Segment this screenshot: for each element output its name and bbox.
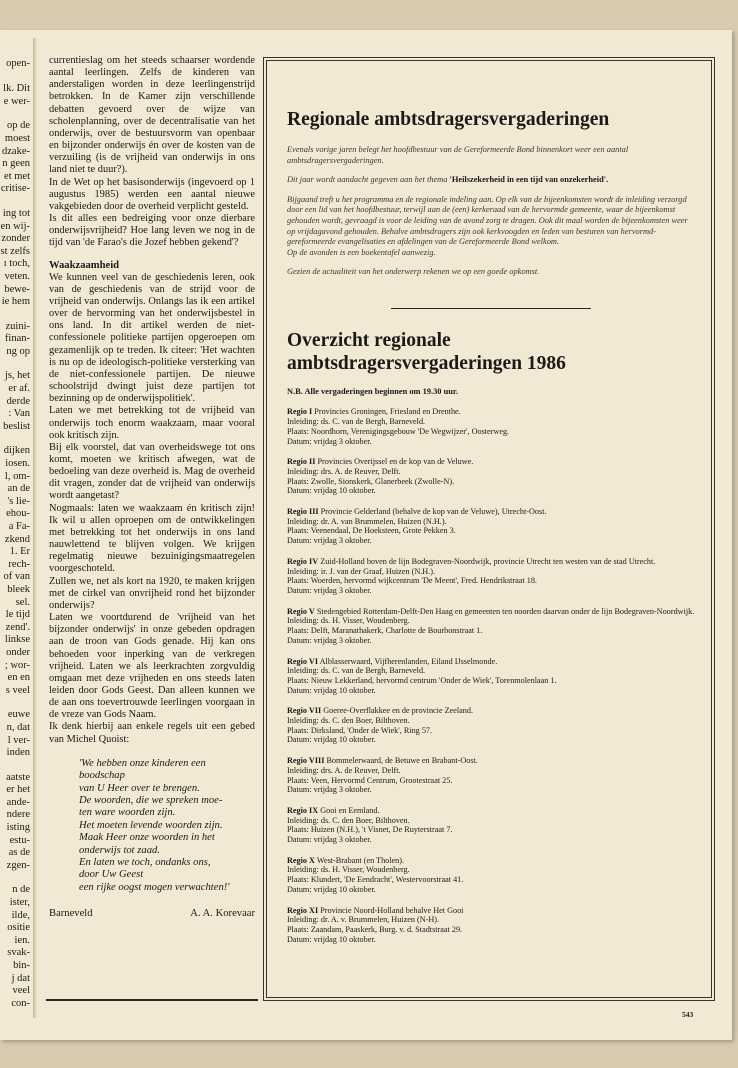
paragraph-gap (0, 433, 30, 445)
text-fragment: ı toch, (3, 258, 30, 270)
regio-plaats: Plaats: Zaandam, Paaskerk, Burg. v. d. Stadtstraat 29. (287, 924, 463, 934)
text-fragment: zkend (4, 533, 30, 545)
text-fragment: sel. (15, 596, 30, 608)
regio-name: Regio III (287, 507, 319, 517)
article-paragraph: In de Wet op het basisonderwijs (ingevoerd op 1 augustus 1985) werden een aantal nieuwe vakgebieden door de overheid verplicht gesteld. (49, 176, 255, 212)
text-fragment: ing tot (2, 207, 30, 219)
article-paragraph: Laten we met betrekking tot de vrijheid van onderwijs toch enorm waakzaam, maar vooral ook kritisch zijn. (49, 405, 255, 441)
article-paragraph: currentieslag om het steeds schaarser wordende aantal leerlingen. Zelfs de kinderen van anderstaligen worden in deze leerlingenstrijd betrokken. In de Kamer zijn verschillende debatten gevoerd over de wijze van scholenplanning, over de decentralisatie van het onderwijs, over de bestuursvorm van openbaar en bijzonder onderwijs én over de kosten van de verzuiling (is de vrijheid van onderwijs in ons land niet te duur?). (49, 55, 255, 176)
overview-title (287, 329, 695, 375)
section-heading: Waakzaamheid (49, 259, 120, 271)
text-fragment: bewe- (4, 283, 30, 295)
page-gutter (33, 38, 37, 1018)
regio-inleiding: Inleiding: ds. C. den Boer, Bilthoven. (287, 815, 410, 825)
regio-datum: Datum: vrijdag 10 oktober. (287, 685, 376, 695)
text-fragment: ister, (9, 897, 30, 909)
text-fragment: en en (7, 672, 30, 684)
regio-plaats: Plaats: Veenendaal, De Hoeksteen, Grote Pekken 3. (287, 526, 456, 536)
article-paragraph: Ik denk hierbij aan enkele regels uit een gebed van Michel Quoist: (49, 721, 255, 745)
regio-name: Regio VII (287, 706, 322, 716)
regio-area: Provincies Overijssel en de kop van de Veluwe. (317, 457, 474, 467)
paragraph-gap (0, 108, 30, 120)
regio-plaats: Plaats: Klundert, 'De Eendracht', Westervoorstraat 41. (287, 875, 464, 885)
text-fragment: 's lie- (7, 495, 30, 507)
regio-name: Regio IV (287, 556, 319, 566)
regio-name: Regio V (287, 606, 315, 616)
regio-entry (287, 706, 695, 745)
regio-area: Stedengebied Rotterdam-Delft-Den Haag en gemeenten ten noorden daarvan onder de lijn Bodegraven-Noordwijk. (316, 606, 695, 616)
text-fragment: derde (6, 395, 30, 407)
announcement-box (266, 60, 712, 998)
regio-inleiding: Inleiding: dr. A. van Brummelen, Huizen (N.H.). (287, 516, 447, 526)
regio-inleiding: Inleiding: drs. A. de Reuver, Delft. (287, 466, 401, 476)
regio-inleiding: Inleiding: dr. A. v. Brummelen, Huizen (N-H). (287, 915, 440, 925)
text-fragment: svak- (7, 947, 30, 959)
regio-inleiding: Inleiding: drs. A. de Reuver, Delft. (287, 765, 401, 775)
text-fragment: j dat (11, 972, 30, 984)
text-fragment: et met (4, 170, 30, 182)
regio-plaats: Plaats: Dirksland, 'Onder de Wiek', Ring 57. (287, 725, 433, 735)
regio-inleiding: Inleiding: ds. C. den Boer, Bilthoven. (287, 716, 410, 726)
text-fragment: : Van (8, 408, 30, 420)
article-paragraph: Laten we voortdurend de 'vrijheid van het bijzonder onderwijs' in onze gebeden opdragen aan de troon van Gods genade. Hij kan ons behoeden voor inperking van de verkregen vrijheid. Laten we als leerkrachten zorgvuldig omgaan met deze vrijheden en ons steeds laten leiden door Gods Geest. Dan alleen kunnen we de aan ons toevertrouwde leerlingen voorgaan in de vreze van Gods Naam. (49, 612, 255, 721)
regio-plaats: Plaats: Woerden, hervormd wijkcentrum 'De Meent', Fred. Hendrikstraat 18. (287, 576, 537, 586)
text-fragment: ehou- (6, 508, 30, 520)
regio-entry (287, 457, 695, 496)
regio-title (287, 557, 695, 567)
text-fragment: aatste (6, 771, 30, 783)
article-paragraph: Zullen we, net als kort na 1920, te maken krijgen met de cirkel van onvrijheid rond het bijzonder onderwijs? (49, 575, 255, 611)
regio-datum: Datum: vrijdag 10 oktober. (287, 884, 376, 894)
regio-area: Provincie Gelderland (behalve de kop van de Veluwe), Utrecht-Oost. (320, 507, 547, 517)
paragraph-gap (0, 358, 30, 370)
regio-name: Regio II (287, 457, 316, 467)
intro-paragraph (287, 195, 695, 259)
regio-name: Regio XI (287, 905, 319, 915)
box-intro (287, 145, 695, 278)
overview-title-line: ambtsdragersvergaderingen 1986 (287, 353, 566, 375)
text-fragment: l, om- (4, 470, 30, 482)
paragraph-gap (0, 309, 30, 321)
text-fragment: n geen (2, 158, 30, 170)
poem-line: een rijke oogst mogen verwachten!' (79, 881, 230, 893)
text-fragment: euwe (7, 709, 30, 721)
signoff-place: Barneveld (49, 908, 93, 920)
regio-plaats: Plaats: Nieuw Lekkerland, hervormd centrum 'Onder de Wiek', Torenmolenlaan 1. (287, 675, 557, 685)
regio-datum: Datum: vrijdag 3 oktober. (287, 635, 372, 645)
regio-title (287, 457, 695, 467)
text-fragment: bin- (13, 960, 30, 971)
text-fragment: onder (6, 646, 30, 658)
intro-booktable-text: Op de avonden is een boekentafel aanwezig. (287, 247, 436, 257)
text-fragment: linkse (4, 634, 30, 646)
text-fragment: dzake- (2, 145, 30, 157)
regio-title (287, 607, 695, 617)
text-fragment: zgen- (6, 859, 30, 871)
regio-title (287, 806, 695, 816)
regio-name: Regio VIII (287, 756, 325, 766)
text-fragment: ositie (7, 922, 30, 934)
regio-plaats: Plaats: Delft, Maranathakerk, Charlotte de Bourbonstraat 1. (287, 626, 483, 636)
box-title: Regionale ambtsdragersvergaderingen (287, 109, 610, 130)
article-column (49, 55, 255, 1005)
text-fragment: open- (6, 58, 30, 69)
paragraph-gap (0, 697, 30, 709)
regio-entry (287, 657, 695, 696)
regio-entry (287, 407, 695, 446)
poem (79, 758, 255, 894)
intro-program-text: Bijgaand treft u het programma en de regionale indeling aan. Op elk van de bijeenkomsten wordt de inleiding verzorgd door een lid van het hoofdbestuur, terwijl aan de (een) kerkeraad van de hervormde gemeente, waar de bijeenkomst gehouden wordt, gevraagd is voor de leiding van de avond zorg te dragen. Ook dit maal worden de bijeenkomsten weer op vrijdagavond gehouden. Behalve ambtsdragers zijn ook kerkvoogden en leden van besturen van hervormd-gereformeerde evangelisaties en afdelingen van de Gereformeerde Bond welkom. (287, 194, 688, 247)
poem-line: boodschap (79, 770, 125, 782)
regio-title (287, 856, 695, 866)
regio-area: West-Brabant (en Tholen). (316, 855, 405, 865)
signoff (49, 908, 255, 920)
intro-paragraph (287, 175, 695, 186)
regio-plaats: Plaats: Noordhorn, Verenigingsgebouw 'De Wegwijzer', Oosterweg. (287, 426, 510, 436)
poem-line: door Uw Geest (79, 869, 144, 881)
intro-paragraph: Evenals vorige jaren belegt het hoofdbestuur van de Gereformeerde Bond binnenkort weer een aantal ambtsdragersvergaderingen. (287, 145, 629, 165)
text-fragment: le tijd (5, 609, 30, 621)
text-fragment: lk. Dit (3, 83, 30, 95)
regio-area: Provincie Noord-Holland behalve Het Gooi (320, 905, 464, 915)
regio-area: Alblasserwaard, Vijfherenlanden, Eiland IJsselmonde. (319, 656, 498, 666)
regio-name: Regio I (287, 407, 313, 417)
text-fragment (0, 71, 30, 84)
regio-datum: Datum: vrijdag 3 oktober. (287, 835, 372, 845)
text-fragment: bleek (7, 583, 30, 595)
text-fragment: en wij- (0, 220, 30, 232)
regio-datum: Datum: vrijdag 10 oktober. (287, 934, 376, 944)
regio-datum: Datum: vrijdag 10 oktober. (287, 486, 376, 496)
text-fragment: ng op (6, 345, 30, 357)
text-fragment: st zelfs (0, 245, 30, 257)
regio-name: Regio IX (287, 805, 319, 815)
regio-list (287, 407, 695, 944)
regio-area: Gooi en Eemland. (320, 805, 380, 815)
poem-line: De woorden, die we spreken moe- (79, 794, 223, 806)
text-fragment: ilde, (11, 909, 30, 921)
text-fragment: op de (6, 120, 30, 132)
regio-name: Regio X (287, 855, 315, 865)
poem-line: van U Heer over te brengen. (79, 782, 200, 794)
regio-inleiding: Inleiding: ds. C. van de Bergh, Barneveld. (287, 666, 426, 676)
regio-entry (287, 756, 695, 795)
regio-title (287, 657, 695, 667)
text-fragment: con- (11, 997, 30, 1009)
text-fragment: zuini- (5, 320, 30, 332)
text-fragment: isting (6, 822, 30, 834)
regio-datum: Datum: vrijdag 10 oktober. (287, 735, 376, 745)
text-fragment: ndere (6, 809, 30, 821)
text-fragment: er af. (8, 383, 30, 395)
text-fragment: ande- (6, 796, 30, 808)
regio-title (287, 906, 695, 916)
regio-title (287, 507, 695, 517)
text-fragment: veten. (4, 270, 30, 282)
regio-entry (287, 906, 695, 945)
regio-area: Bommelerwaard, de Betuwe en Brabant-Oost. (326, 756, 478, 766)
text-fragment: ien. (14, 934, 30, 946)
regio-datum: Datum: vrijdag 3 oktober. (287, 785, 372, 795)
paragraph-gap (0, 872, 30, 884)
text-fragment: beslist (3, 420, 30, 432)
text-fragment: moest (4, 132, 30, 144)
text-fragment: e wer- (3, 95, 30, 107)
text-fragment: rech- (8, 558, 30, 570)
regio-inleiding: Inleiding: ds. C. van de Bergh, Barneveld. (287, 417, 426, 427)
poem-line: ten ware woorden zijn. (79, 807, 176, 819)
regio-datum: Datum: vrijdag 3 oktober. (287, 436, 372, 446)
poem-line: En laten we toch, ondanks ons, (79, 857, 211, 868)
regio-name: Regio VI (287, 656, 319, 666)
text-fragment: ; wor- (4, 659, 30, 671)
article-paragraph: Is dit alles een bedreiging voor onze dierbare onderwijsvrijheid? Hoe lang leven we nog in de tijd van 'de Farao's die Jozef hebben gekend'? (49, 213, 255, 249)
regio-area: Zuid-Holland boven de lijn Bodegraven-Noordwijk, provincie Utrecht ten westen van de stad Utrecht. (320, 556, 656, 566)
intro-paragraph: Gezien de actualiteit van het onderwerp rekenen we op een goede opkomst. (287, 267, 540, 277)
text-fragment: er het (6, 784, 30, 796)
signoff-author: A. A. Korevaar (190, 908, 255, 920)
article-paragraph: Nogmaals: laten we waakzaam én kritisch zijn! Ik wil u allen oproepen om de ontwikkelingen met betrekking tot het onderwijs in ons land nauwlettend te blijven volgen. We krijgen regelmatig nieuwe bezuinigingsmaatregelen voorgeschoteld. (49, 502, 255, 575)
text-fragment: of van (3, 571, 30, 583)
regio-title (287, 706, 695, 716)
regio-plaats: Plaats: Huizen (N.H.), 't Visnet, De Ruyterstraat 7. (287, 825, 453, 835)
text-fragment: critise- (0, 183, 30, 195)
regio-plaats: Plaats: Zwolle, Sionskerk, Glanerbeek (Zwolle-N). (287, 476, 455, 486)
regio-inleiding: Inleiding: ds. H. Visser, Woudenberg. (287, 865, 410, 875)
section-divider (391, 308, 591, 310)
start-time-note: N.B. Alle vergaderingen beginnen om 19.30 uur. (287, 387, 458, 397)
poem-line: 'We hebben onze kinderen een (79, 757, 206, 769)
text-fragment: n de (12, 884, 30, 896)
regio-title (287, 756, 695, 766)
regio-inleiding: Inleiding: ds. H. Visser, Woudenberg. (287, 616, 410, 626)
text-fragment: zend'. (5, 621, 30, 633)
page-number: 543 (682, 1010, 694, 1019)
regio-inleiding: Inleiding: ir. J. van der Graaf, Huizen (N.H.). (287, 566, 436, 576)
text-fragment: estu- (9, 834, 30, 846)
text-fragment: veel (12, 985, 30, 997)
text-fragment: iosen. (5, 458, 30, 470)
text-fragment: inden (6, 747, 30, 759)
article-paragraph: Bij elk voorstel, dat van overheidswege tot ons komt, moeten we kritisch afwegen, wat de bedoeling van deze overheid is. Mag de overheid dit vragen, zonder dat de vrijheid van onderwijs wordt aangetast? (49, 441, 255, 502)
text-fragment: dijken (3, 445, 30, 457)
regio-datum: Datum: vrijdag 3 oktober. (287, 536, 372, 546)
regio-area: Provincies Groningen, Friesland en Drenthe. (314, 407, 461, 417)
article-paragraph: We kunnen veel van de geschiedenis leren, ook van de geschiedenis van de strijd voor de vrijheid van onderwijs. Onlangs las ik een artikel over de hervorming van het onderwijsbestel in ons land. In dit artikel werden de niet-confessionele politieke partijen opgeroepen om gezamenlijk op te treden. Ik citeer: 'Het wachten is nu op de ideologisch-politieke versterking van de niet-confessionele partijen. De nieuwe schoolstrijd dwingt juist deze partijen tot bezinning op de onderwijspolitiek'. (49, 271, 255, 405)
regio-datum: Datum: vrijdag 3 oktober. (287, 585, 372, 595)
text-fragment: finan- (4, 333, 30, 345)
text-fragment: zonder (1, 233, 30, 245)
text-fragment: an de (7, 483, 30, 495)
left-column-fragments (0, 58, 30, 1018)
regio-entry (287, 806, 695, 845)
regio-area: Goeree-Overflakkee en de provincie Zeeland. (323, 706, 474, 716)
paragraph-gap (0, 196, 30, 208)
poem-line: Maak Heer onze woorden in het (79, 832, 215, 844)
text-fragment: 1. Er (9, 546, 30, 558)
poem-line: Het moeten levende woorden zijn. (79, 819, 223, 831)
regio-title (287, 407, 695, 417)
regio-plaats: Plaats: Veen, Hervormd Centrum, Grootestraat 25. (287, 775, 453, 785)
regio-entry (287, 856, 695, 895)
column-end-rule (46, 999, 258, 1001)
intro-theme-lead: Dit jaar wordt aandacht gegeven aan het thema (287, 175, 450, 185)
text-fragment: js, het (4, 370, 30, 382)
paragraph-gap (0, 760, 30, 772)
text-fragment: s veel (5, 684, 30, 696)
intro-theme: 'Heilszekerheid in een tijd van onzekerheid'. (449, 175, 609, 185)
regio-entry (287, 607, 695, 646)
text-fragment: l ver- (7, 734, 30, 746)
text-fragment: n, dat (6, 721, 30, 733)
poem-line: onderwijs tot zaad. (79, 844, 160, 856)
regio-entry (287, 507, 695, 546)
text-fragment: as de (8, 847, 30, 859)
overview-title-line: Overzicht regionale (287, 330, 451, 352)
text-fragment: ie hem (1, 296, 30, 308)
regio-entry (287, 557, 695, 596)
text-fragment: a Fa- (8, 521, 30, 532)
